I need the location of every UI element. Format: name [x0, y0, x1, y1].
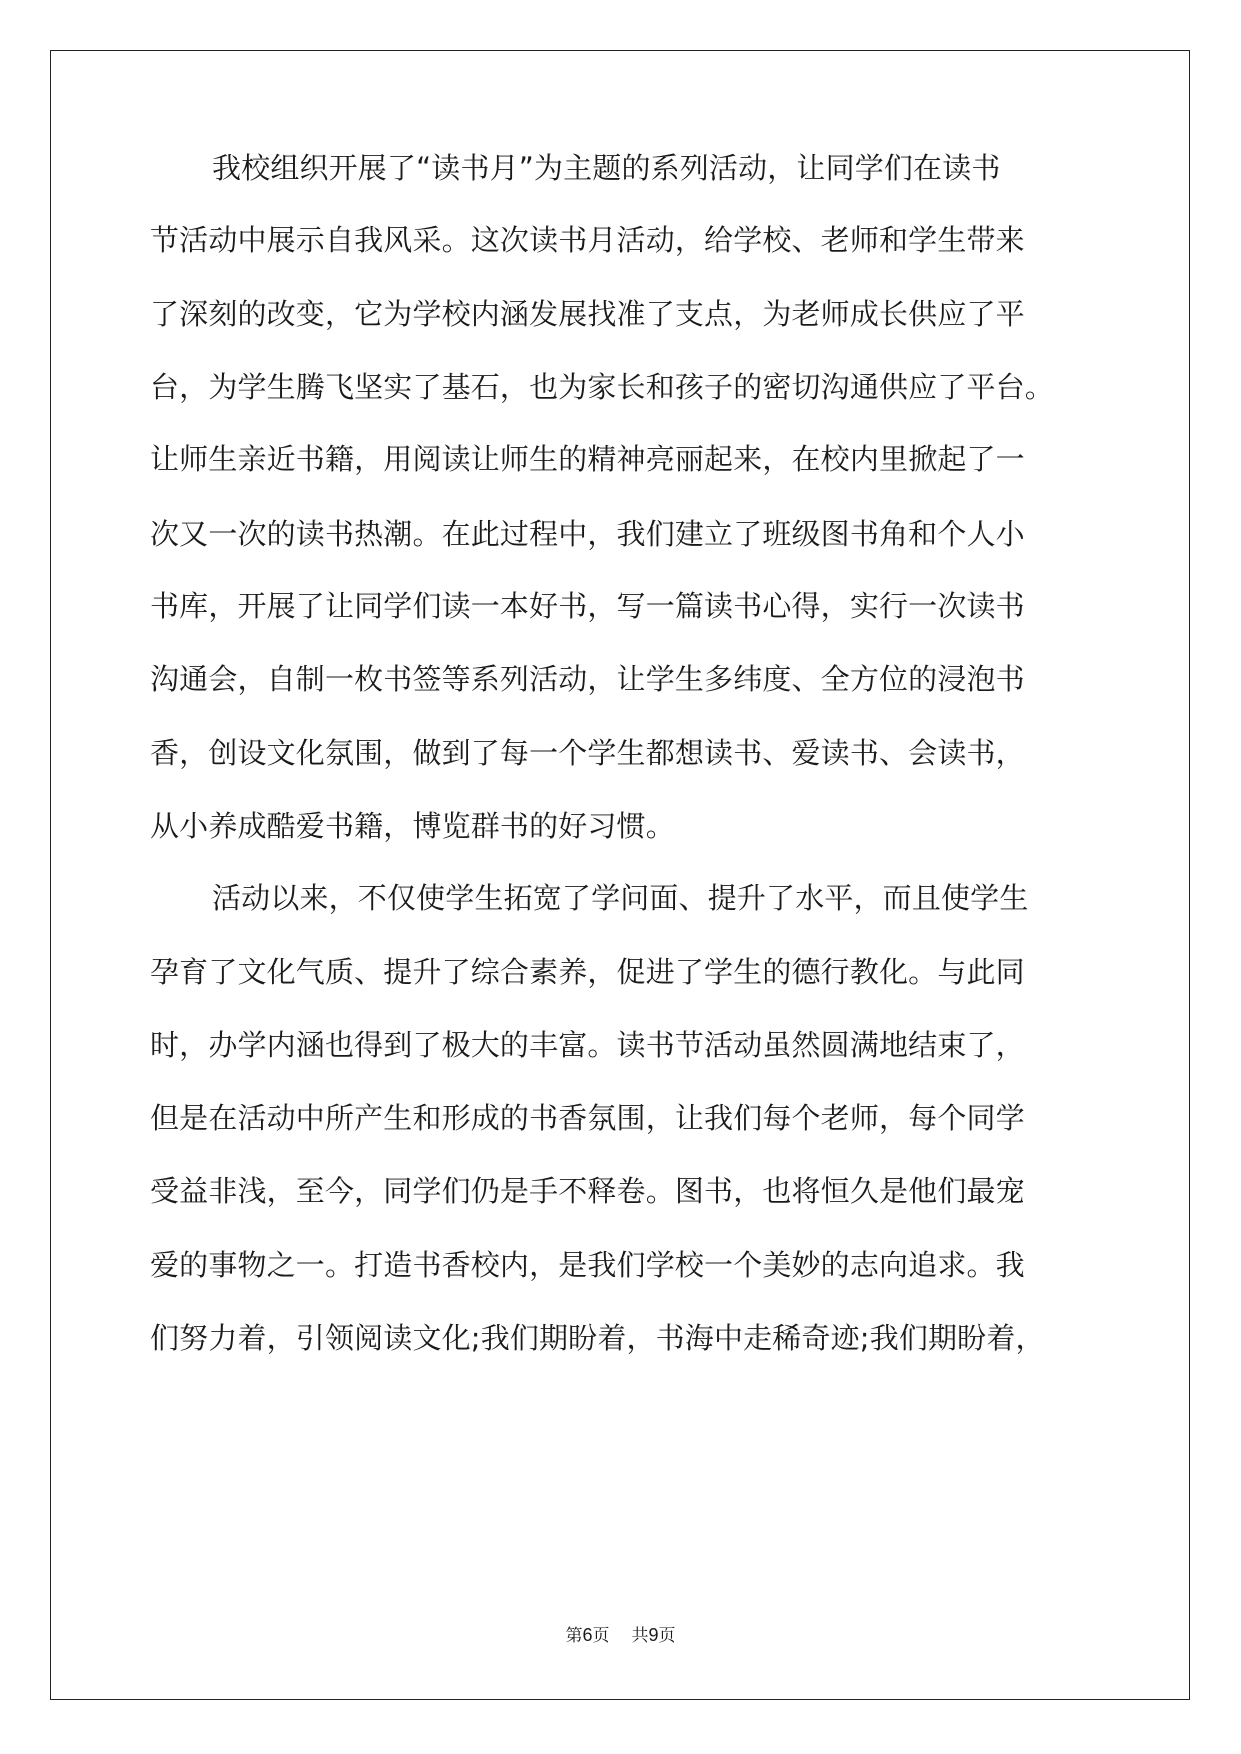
paragraph-2-line-1: 活动以来，不仅使学生拓宽了学问面、提升了水平，而且使学生	[212, 881, 1029, 915]
paragraph-2-line-5: 受益非浅，至今，同学们仍是手不释卷。图书，也将恒久是他们最宠	[150, 1174, 1025, 1208]
paragraph-2-line-3: 时，办学内涵也得到了极大的丰富。读书节活动虽然圆满地结束了，	[150, 1028, 1025, 1062]
paragraph-1-line-2: 节活动中展示自我风采。这次读书月活动，给学校、老师和学生带来	[150, 223, 1025, 257]
paragraph-2-line-6: 爱的事物之一。打造书香校内，是我们学校一个美妙的志向追求。我	[150, 1248, 1025, 1282]
paragraph-1-line-3: 了深刻的改变，它为学校内涵发展找准了支点，为老师成长供应了平	[150, 297, 1025, 331]
paragraph-1-line-8: 沟通会，自制一枚书签等系列活动，让学生多纬度、全方位的浸泡书	[150, 662, 1025, 696]
paragraph-1-line-4: 台，为学生腾飞坚实了基石，也为家长和孩子的密切沟通供应了平台。	[150, 370, 1054, 404]
paragraph-1-line-1: 我校组织开展了“读书月”为主题的系列活动，让同学们在读书	[212, 151, 1001, 185]
paragraph-1-line-10: 从小养成酷爱书籍，博览群书的好习惯。	[150, 809, 675, 843]
paragraph-1-line-5: 让师生亲近书籍，用阅读让师生的精神亮丽起来，在校内里掀起了一	[150, 442, 1025, 476]
total-page-count: 9	[648, 1625, 659, 1645]
paragraph-2-line-4: 但是在活动中所产生和形成的书香氛围，让我们每个老师，每个同学	[150, 1101, 1025, 1135]
total-suffix: 页	[658, 1626, 676, 1646]
page-prefix: 第	[565, 1626, 583, 1646]
paragraph-1-line-9: 香，创设文化氛围，做到了每一个学生都想读书、爱读书、会读书，	[150, 736, 1025, 770]
total-prefix: 共	[631, 1626, 649, 1646]
current-page-number: 6	[582, 1625, 593, 1645]
paragraph-2-line-2: 孕育了文化气质、提升了综合素养，促进了学生的德行教化。与此同	[150, 955, 1025, 989]
page-number-footer	[0, 1624, 1241, 1647]
paragraph-2-line-7: 们努力着，引领阅读文化;我们期盼着，书海中走稀奇迹;我们期盼着，	[150, 1321, 1045, 1355]
paragraph-1-line-7: 书库，开展了让同学们读一本好书，写一篇读书心得，实行一次读书	[150, 589, 1025, 623]
paragraph-1-line-6: 次又一次的读书热潮。在此过程中，我们建立了班级图书角和个人小	[150, 517, 1025, 551]
page-suffix: 页	[592, 1626, 610, 1646]
